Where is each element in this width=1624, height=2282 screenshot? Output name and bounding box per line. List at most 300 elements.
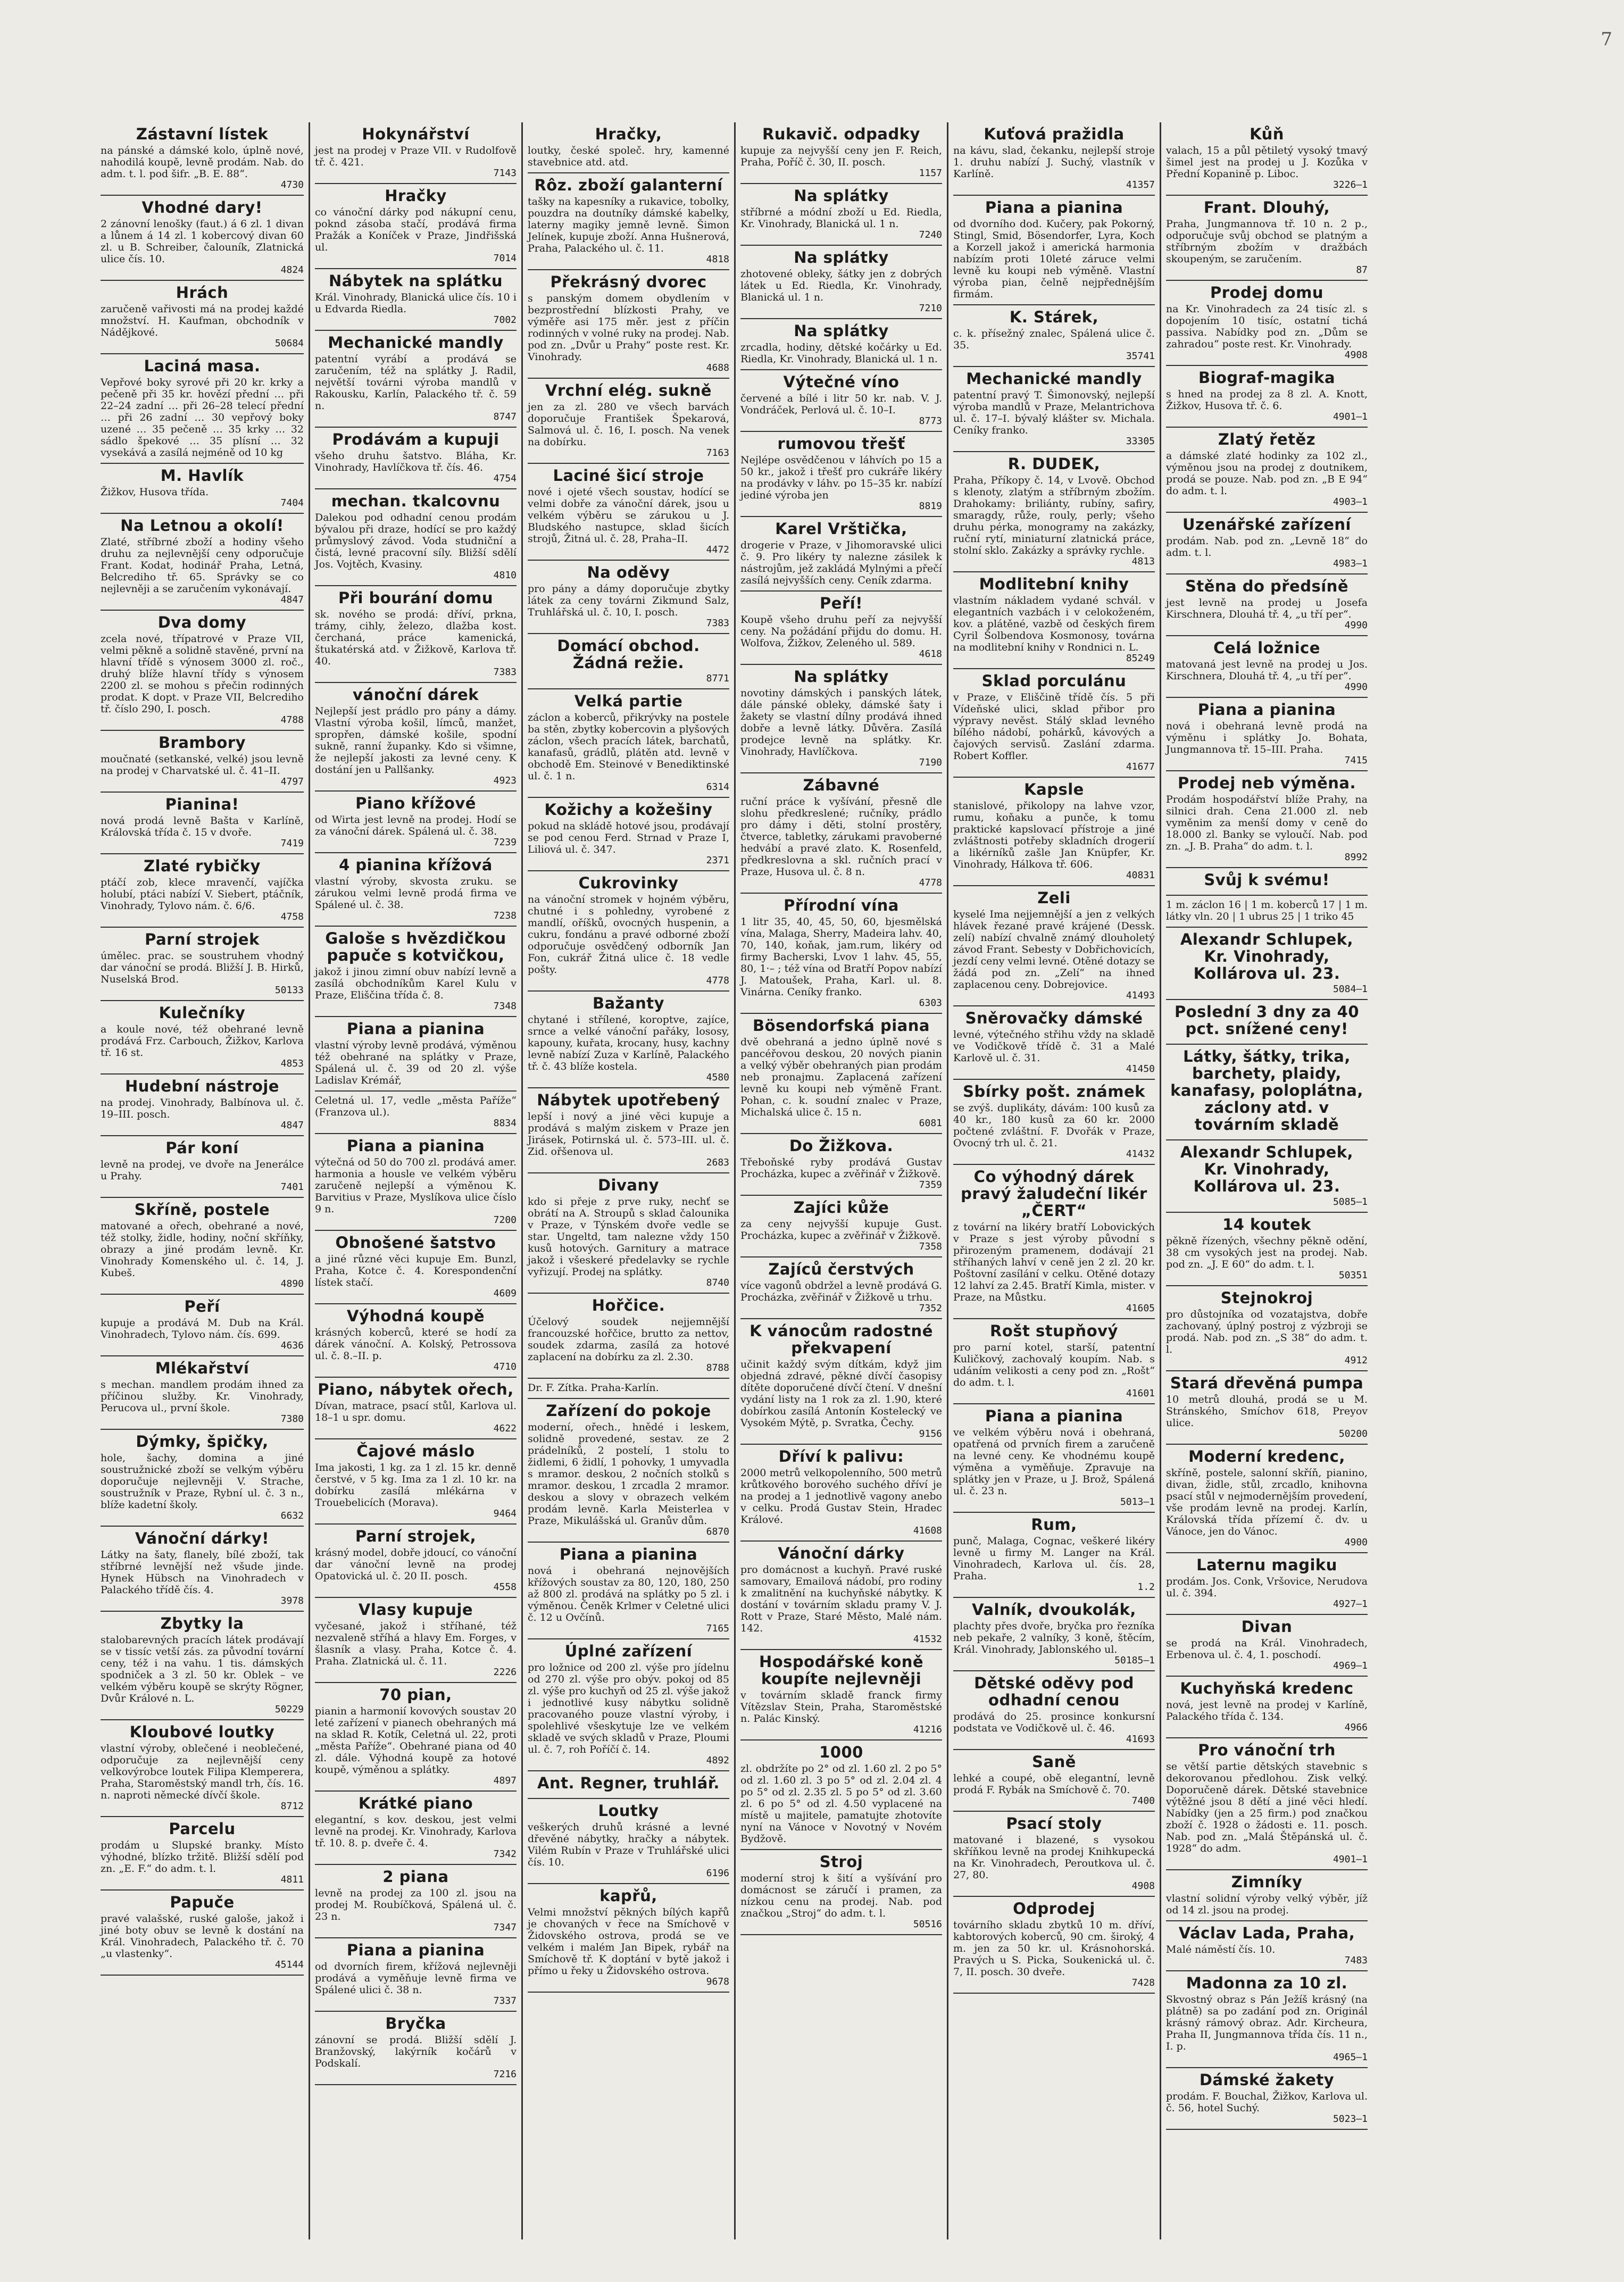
classified-ad <box>528 1639 729 1771</box>
ad-headline: Saně <box>1032 1753 1076 1771</box>
ad-reference-number: 9156 <box>919 1428 942 1439</box>
classified-ad <box>101 281 304 354</box>
ad-reference-number: 4622 <box>493 1423 517 1434</box>
ad-headline: Loutky <box>598 1802 659 1820</box>
ad-text: zcela nové, třípatrové v Praze VII, velmi pěkně a solidně stavěné, první na hlavní třídě s výnosem 3000 zl. roč., druhý blíže hlavní třídy s výnosem 2200 zl. se mohou s přečin rodinných prodat. K dopt. v Praze VII, Belcrediho tř. číslo 290, I. posch. <box>101 633 304 715</box>
classified-ad <box>1166 636 1368 698</box>
classified-ad <box>953 1404 1155 1513</box>
ad-headline: Celá ložnice <box>1213 639 1320 657</box>
ad-reference-number: 4912 <box>1344 1355 1368 1366</box>
classified-ad <box>740 894 942 1014</box>
classified-ad <box>1166 1371 1368 1445</box>
classified-ad <box>101 731 304 793</box>
ad-headline: Cukrovinky <box>578 874 679 892</box>
classified-ad <box>101 1356 304 1430</box>
classified-ad <box>101 1295 304 1356</box>
classified-ad <box>740 122 942 184</box>
classified-ad <box>740 665 942 773</box>
ad-headline: Co výhodný dárek pravý žaludeční likér „ČERT“ <box>961 1168 1147 1220</box>
ad-headline: Pár koní <box>165 1139 239 1157</box>
ad-reference-number: 3226–1 <box>1332 179 1368 190</box>
classified-ad <box>101 793 304 854</box>
ad-text: pro ložnice od 200 zl. výše pro jídelnu od 270 zl. výše pro obýv. pokoj od 85 zl. výše pro kuchyň od 25 zl. výše jakož i jednotlivé kusy nábytku solidně pracovaného pouze vlastní výroby, i spolehlivé všeskytuje lze ve velkém skladě ve svých skladů v Praze, Ploumi ul. č. 7, roh Poříčí č. 14. <box>528 1662 729 1755</box>
ad-text: s hned na prodej za 8 zl. A. Knott, Žižkov, Husova tř. č. 6. <box>1166 388 1368 412</box>
ad-headline: Zlatý řetěz <box>1218 430 1316 448</box>
ad-headline: Piana a pianina <box>346 1941 485 1959</box>
ad-reference-number: 8712 <box>280 1801 304 1812</box>
ad-reference-number: 7380 <box>280 1413 304 1425</box>
ad-text: c. k. přísežný znalec, Spálená ulice č. 35. <box>953 328 1155 351</box>
classified-ad <box>953 305 1155 367</box>
classified-ad <box>101 196 304 281</box>
ad-headline: Mlékařství <box>155 1359 249 1377</box>
classified-ad <box>528 992 729 1088</box>
ad-text: chytané i střílené, koroptve, zajíce, srnce a velké vánoční pařáky, lososy, kapouny, kuřata, krocany, husy, kachny levně nabízí Zuza v Karlíně, Palackého tř. č. 43 blíže kostela. <box>528 1014 729 1072</box>
ad-text: kupuje a prodává M. Dub na Král. Vinohradech, Tylovo nám. čís. 699. <box>101 1317 304 1340</box>
ad-reference-number: 1.2 <box>1137 1581 1155 1593</box>
ad-headline: Brambory <box>158 734 246 752</box>
classified-ad <box>528 1799 729 1884</box>
classified-ad <box>1166 196 1368 281</box>
ad-headline: Dámské žakety <box>1199 2071 1335 2089</box>
ad-reference-number: 4903–1 <box>1332 496 1368 507</box>
classified-ad <box>528 464 729 561</box>
ad-reference-number: 7014 <box>493 253 517 264</box>
classified-ad <box>740 592 942 665</box>
classified-ad <box>315 1231 517 1304</box>
ad-headline: Piana a pianina <box>559 1545 698 1563</box>
ad-reference-number: 4754 <box>493 473 517 484</box>
ad-headline: Kulečníky <box>159 1004 246 1022</box>
ad-headline: Kloubové loutky <box>129 1723 275 1741</box>
ad-text: nová i obehraná levně prodá na výměnu i splátky Jo. Bohata, Jungmannova tř. 15–III. Praha. <box>1166 720 1368 755</box>
ad-reference-number: 4811 <box>280 1874 304 1885</box>
ad-text: lepší i nový a jiné věci kupuje a prodává s malým ziskem v Praze jen Jirásek, Potirnská ul. č. 573–III. ul. č. Zid. ořšenova ul. <box>528 1111 729 1157</box>
ad-headline: Dříví k palivu: <box>778 1447 904 1465</box>
classified-ad <box>740 184 942 246</box>
ad-headline: Zimníky <box>1231 1873 1303 1891</box>
classified-ad <box>315 184 517 269</box>
ad-text: Celetná ul. 17, vedle „města Paříže“ (Franzova ul.). <box>315 1095 517 1118</box>
ad-headline: Přírodní vína <box>784 896 899 914</box>
ad-reference-number: 4758 <box>280 911 304 922</box>
ad-headline: Obnošené šatstvo <box>335 1234 496 1252</box>
ad-reference-number: 4965–1 <box>1332 2052 1368 2063</box>
classified-ad <box>740 1014 942 1134</box>
ad-headline: 4 pianina křížová <box>339 856 493 874</box>
ad-reference-number: 4966 <box>1344 1722 1368 1733</box>
classified-ad <box>1166 896 1368 928</box>
ad-text: zhotovené obleky, šátky jen z dobrých látek u Ed. Riedla, Kr. Vinohrady, Blanická ul. 1 n. <box>740 268 942 303</box>
ad-headline: Zajíci kůže <box>793 1198 889 1217</box>
ad-text: pro parní kotel, starší, patentní Kuličkový, zachovalý koupím. Nab. s udáním velikosti a ceny pod zn. „Rošt“ do adm. t. l. <box>953 1342 1155 1388</box>
ad-text: za ceny nejvyšší kupuje Gust. Procházka, kupec a zvěřinář v Žižkově. <box>740 1218 942 1242</box>
ad-text: moučnaté (setkanské, velké) jsou levně na prodej v Charvatské ul. č. 41–II. <box>101 753 304 777</box>
classified-ad <box>953 1671 1155 1750</box>
classified-ad <box>953 669 1155 778</box>
ad-text: matované a ořech, obehrané a nové, též stolky, židle, hodiny, noční skříňky, obrazy a jiné prodám levně. Kr. Vinohrady Komenského ul. č. 14, J. Kubeš. <box>101 1220 304 1279</box>
ad-headline: Alexandr Schlupek, Kr. Vinohrady, Kollárova ul. 23. <box>1180 1143 1354 1195</box>
classified-ad <box>101 1001 304 1075</box>
ad-reference-number: 2226 <box>493 1667 517 1678</box>
ad-reference-number: 8992 <box>1344 852 1368 863</box>
ad-text: nová prodá levně Bašta v Karlíně, Královská třída č. 15 v dvoře. <box>101 815 304 838</box>
ad-text: na pánské a dámské kolo, úplně nové, nahodilá koupě, levně prodám. Nab. do adm. t. l. pod šifr. „B. E. 88“. <box>101 145 304 180</box>
ad-headline: Na splátky <box>794 187 889 205</box>
ad-reference-number: 8819 <box>919 501 942 512</box>
classified-ad <box>101 1430 304 1527</box>
ad-reference-number: 50684 <box>274 338 304 349</box>
classified-ad <box>315 1525 517 1598</box>
ad-text: pro důstojníka od vozatajstva, dobře zachovaný, úplný postroj z výzbroji se prodá. Nab. pod zn. „S 38“ do adm. t. l. <box>1166 1309 1368 1355</box>
ad-reference-number: 87 <box>1356 264 1368 276</box>
column-6 <box>1160 122 1372 2239</box>
classified-ad <box>1166 1677 1368 1738</box>
ad-text: pianin a harmonií kovových soustav 20 leté zařízení v pianech obehraných má na sklad R. Kotík, Celetná ul. 22, proti „města Paříže“. Obehrané piana od 40 zl. dále. Výhodná koupě za hotové koupě, výměnou a splátky. <box>315 1705 517 1776</box>
ad-headline: Hořčice. <box>592 1296 665 1314</box>
classified-ad <box>953 886 1155 1006</box>
ad-reference-number: 4778 <box>919 877 942 888</box>
ad-reference-number: 85249 <box>1126 653 1155 664</box>
ad-headline: Divany <box>597 1176 660 1194</box>
classified-ad <box>528 561 729 634</box>
ad-headline: Vhodné dary! <box>141 198 263 216</box>
ad-reference-number: 4897 <box>493 1775 517 1786</box>
classified-ad <box>740 1134 942 1196</box>
ad-reference-number: 4818 <box>706 254 729 265</box>
ad-text: více vagonů obdržel a levně prodává G. Procházka, zvěřinář v Žižkově u trhu. <box>740 1280 942 1303</box>
ad-reference-number: 7401 <box>280 1181 304 1193</box>
classified-ad <box>953 1812 1155 1897</box>
ad-headline: Pro vánoční trh <box>1198 1741 1336 1759</box>
classified-ad <box>528 1884 729 1993</box>
classified-ad <box>1166 366 1368 428</box>
ad-text: hole, šachy, domina a jiné soustružnické zboží se velkým výběru doporučuje nejlevněji V. Strache, soustružník v Praze, Rybní ul. č. 3 n., blíže kadetní školy. <box>101 1452 304 1511</box>
classified-columns <box>96 122 1585 2239</box>
classified-ad <box>315 1865 517 1938</box>
ad-headline: Nábytek upotřebený <box>537 1091 720 1109</box>
ad-reference-number: 7342 <box>493 1848 517 1860</box>
ad-headline: K. Stárek, <box>1009 308 1099 326</box>
classified-ad <box>101 464 304 514</box>
ad-reference-number: 50133 <box>274 985 304 996</box>
ad-reference-number: 7483 <box>1344 1955 1368 1966</box>
ad-headline: 2 piana <box>382 1868 449 1886</box>
classified-ad <box>315 269 517 331</box>
ad-text: jakož i jinou zimní obuv nabízí levně a zasílá obchodníkům Karel Kulu v Praze, Eliščina třída č. 8. <box>315 966 517 1001</box>
ad-headline: Domácí obchod. Žádná režie. <box>557 637 700 672</box>
ad-reference-number: 6303 <box>919 997 942 1009</box>
ad-reference-number: 41532 <box>913 1634 942 1645</box>
ad-reference-number: 4710 <box>493 1361 517 1372</box>
ad-reference-number: 50229 <box>274 1704 304 1715</box>
ad-text: od Wirta jest levně na prodej. Hodí se za vánoční dárek. Spálená ul. č. 38. <box>315 814 517 837</box>
ad-reference-number: 7190 <box>919 757 942 768</box>
ad-headline: Dva domy <box>157 613 247 631</box>
classified-ad <box>528 1543 729 1639</box>
ad-text: skříně, postele, salonní skříň, pianino, divan, židle, stůl, zrcadlo, knihovna psací stůl v nejmodernějším provedení, vše prodám levně na prodej. Karlín, Královská třída přízemí č. dv. u Vánoce, jen do Vánoc. <box>1166 1467 1368 1537</box>
ad-headline: Hospodářské koně koupíte nejlevněji <box>759 1653 924 1688</box>
ad-reference-number: 3978 <box>280 1595 304 1606</box>
classified-ad <box>315 683 517 792</box>
ad-text: a dámské zlaté hodinky za 102 zl., výměnou jsou na prodej z doutnikem, prodá se pouze. Nab. pod zn. „B E 94“ do adm. t. l. <box>1166 450 1368 497</box>
ad-headline: Velká partie <box>574 692 683 710</box>
classified-ad <box>1166 1921 1368 1971</box>
ad-reference-number: 4558 <box>493 1581 517 1593</box>
ad-headline: Zeli <box>1037 889 1071 907</box>
ad-text: krásný model, dobře jdoucí, co vánoční dar vánoční levně na prodej Opatovická ul. č. 20 II. posch. <box>315 1547 517 1582</box>
ad-text: na Kr. Vinohradech za 24 tisíc zl. s dopojením 10 tisíc, ostatní tichá passiva. Nabídky pod zn. „Dům se zahradou“ poste rest. Kr. Vinohrady. <box>1166 303 1368 350</box>
ad-reference-number: 4813 <box>1131 556 1155 567</box>
column-4 <box>734 122 947 2239</box>
ad-reference-number: 8747 <box>493 411 517 422</box>
ad-headline: Piana a pianina <box>1197 701 1336 719</box>
ad-headline: Parní strojek <box>145 930 260 948</box>
ad-reference-number: 2371 <box>706 855 729 866</box>
ad-text: levné, výtečného střihu vždy na skladě ve Vodičkově třídě č. 31 a Malé Karlově ul. č. 31. <box>953 1029 1155 1064</box>
classified-ad <box>101 1075 304 1136</box>
ad-reference-number: 4688 <box>706 362 729 373</box>
classified-ad <box>315 586 517 683</box>
classified-ad <box>528 1088 729 1173</box>
ad-headline: vánoční dárek <box>353 686 479 704</box>
ad-headline: Rôz. zboží galanterní <box>534 176 723 194</box>
ad-reference-number: 4923 <box>493 775 517 786</box>
classified-ad <box>101 1198 304 1295</box>
classified-ad <box>1166 1000 1368 1045</box>
ad-text: stanislové, přikolopy na lahve vzor, rumu, koňaku a punče, k tomu praktické kapslovací přístroje a jiné zvláštnosti potřeby skladních drogerií a likérníků zašle Jan Knüpfer, Kr. Vinohrady, Hálkova tř. 606. <box>953 800 1155 870</box>
ad-headline: Zbytky la <box>160 1614 244 1633</box>
ad-text: se větší partie dětských stavebnic s dekorovanou předlohou. Zisk velký. Doporučeně dárek. Dětské stavebnice výtěžné jsou 8 dětí a jiné věci hledí. Nabídky (jen a 25 firm.) pod značkou zboží č. 1928 o žádosti e. 11. posch. Nab. pod zn. „Malá Štěpánská ul. č. 1928“ do adm. <box>1166 1761 1368 1854</box>
ad-headline: Bösendorfská piana <box>753 1017 930 1035</box>
classified-ad <box>528 173 729 270</box>
ad-reference-number: 7165 <box>706 1623 729 1634</box>
ad-text: prodám. F. Bouchal, Žižkov, Karlova ul. č. 56, hotel Suchý. <box>1166 2091 1368 2114</box>
ad-headline: Kapsle <box>1024 780 1084 798</box>
ad-reference-number: 40831 <box>1126 870 1155 881</box>
classified-ad <box>1166 122 1368 196</box>
classified-ad <box>740 1650 942 1740</box>
ad-text: moderní, ořech., hnědé i leskem, solidně provedené, sestav. ze 2 prádelníků, 2 postelí, 1 stolu to židlemi, 6 židlí, 1 pohovky, 1 umyvadla s mramor. deskou, 2 nočních stolků s mramor. deskou, 1 zrcadla 2 mramor. deskou a slovy v obrazech velkém prodám levně. Karla Meisterlea v Praze, Mikulášská ul. Granův dům. <box>528 1421 729 1527</box>
classified-ad <box>528 379 729 464</box>
ad-reference-number: 33305 <box>1126 436 1155 447</box>
ad-reference-number: 4927–1 <box>1332 1598 1368 1610</box>
ad-reference-number: 50516 <box>913 1919 942 1930</box>
ad-reference-number: 4890 <box>280 1278 304 1289</box>
ad-text: matované i blazené, s vysokou skříňkou levně na prodej Knihkupecká na Kr. Vinohradech, Peroutkova ul. č. 27, 80. <box>953 1834 1155 1881</box>
ad-text: úmělec. prac. se soustruhem vhodný dar vánoční se prodá. Bližší J. B. Hirků, Nuselská Brod. <box>101 950 304 985</box>
ad-headline: Rum, <box>1031 1515 1077 1534</box>
ad-headline: Nábytek na splátku <box>328 272 503 290</box>
ad-headline: kapřů, <box>599 1887 657 1905</box>
ad-headline: Frant. Dlouhý, <box>1203 198 1330 216</box>
ad-headline: Bryčka <box>385 2014 446 2033</box>
classified-ad <box>953 778 1155 886</box>
classified-ad <box>315 1439 517 1525</box>
ad-reference-number: 7404 <box>280 497 304 509</box>
classified-ad <box>101 514 304 611</box>
ad-headline: mechan. tkalcovnu <box>331 492 501 510</box>
ad-headline: Zástavní lístek <box>136 125 269 143</box>
ad-headline: Valník, dvoukolák, <box>972 1601 1136 1619</box>
ad-headline: Sklad porculánu <box>981 672 1127 690</box>
classified-ad <box>953 196 1155 305</box>
classified-ad <box>740 370 942 432</box>
ad-reference-number: 8773 <box>919 415 942 427</box>
ad-headline: Úplné zařízení <box>564 1642 693 1660</box>
ad-text: v továrním skladě franck firmy Vítězslav Stein, Praha, Staroměstské n. Palác Kinský. <box>740 1689 942 1725</box>
ad-headline: Zajíců čerstvých <box>768 1260 914 1278</box>
ad-reference-number: 41677 <box>1126 761 1155 772</box>
ad-text: patentní vyrábí a prodává se zaručením, též na splátky J. Radil, největší továrni výroba mandlů v Rakousku, Karlín, Palackého tř. č. 59 n. <box>315 353 517 412</box>
ad-reference-number: 4990 <box>1344 681 1368 693</box>
ad-text: Praha, Příkopy č. 14, v Lvově. Obchod s klenoty, zlatým a stříbrným zbožím. Drahokamy: briliánty, rubíny, safiry, smaragdy, růže, rouly, perly; všeho druhu pérka, monogramy na zakázky, ruční rytí, miniaturní zlatnická práce, stolní sklo. Zakázky a správky rychle. <box>953 474 1155 556</box>
ad-text: Dívan, matrace, psací stůl, Karlova ul. 18–1 u spr. domu. <box>315 1400 517 1423</box>
ad-reference-number: 41493 <box>1126 990 1155 1001</box>
classified-ad <box>101 1817 304 1890</box>
ad-headline: R. DUDEK, <box>1007 455 1101 473</box>
ad-text: zaručeně vařivosti má na prodej každé množství. H. Kaufman, obchodník v Nádějkové. <box>101 303 304 338</box>
ad-text: kupuje za nejvyšší ceny jen F. Reich, Praha, Poříč č. 30, II. posch. <box>740 145 942 168</box>
ad-headline: Dýmky, špičky, <box>136 1433 269 1451</box>
classified-ad <box>528 1399 729 1543</box>
classified-ad <box>101 611 304 731</box>
classified-ad <box>953 122 1155 196</box>
ad-text: plachty přes dvoře, bryčka pro řezníka neb pekaře, 2 valníky, 3 koně, štěcím, Král. Vinohrady, Jablonského ul. <box>953 1620 1155 1655</box>
classified-ad <box>740 319 942 370</box>
ad-reference-number: 6081 <box>919 1118 942 1129</box>
classified-ad <box>1166 1213 1368 1286</box>
ad-text: 2000 metrů velkopolenního, 500 metrů krůtkového borového suchého dříví je na prodej a 1 jednotlivě vagony anebo v celku. Prodá Gustav Stein, Hradec Králové. <box>740 1467 942 1526</box>
ad-reference-number: 7352 <box>919 1303 942 1314</box>
classified-ad <box>1166 1870 1368 1921</box>
ad-text: Ima jakosti, 1 kg. za 1 zl. 15 kr. denně čerstvé, v 5 kg. Ima za 1 zl. 10 kr. na dobírku zasílá mlékárna v Trouebelicích (Morava). <box>315 1462 517 1509</box>
ad-reference-number: 7238 <box>493 910 517 921</box>
ad-text: z tovární na likéry bratří Lobovických v Praze s jest výroby původní s přirozeným pramenem, dodávají 21 stříhaných lahví v ceně jen 2 zl. 20 kr. Poštovní zasílání v celku. Otěné dotazy 12 lahví za 2.45. Bratří Kimla, mister. v Praze, na Můstku. <box>953 1221 1155 1303</box>
ad-text: nové i ojeté všech soustav, hodící se velmi dobře za vánoční dárek, jsou u velkém výběru se zárukou u J. Bludského nastupce, sklad šicích strojů, Žitná ul. č. 28, Praha–II. <box>528 486 729 545</box>
ad-reference-number: 5084–1 <box>1332 984 1368 995</box>
ad-reference-number: 4472 <box>706 544 729 555</box>
ad-reference-number: 4983–1 <box>1332 558 1368 569</box>
ad-text: Prodám hospodářství blíže Prahy, na silnici drah. Cena 21.000 zl. neb vyměnim za menší domy v ceně do 18.000 zl. Banky se vyloučí. Nab. pod zn. „J. B. Praha“ do adm. t. l. <box>1166 794 1368 852</box>
ad-headline: Piana a pianina <box>346 1137 485 1155</box>
classified-ad <box>953 452 1155 572</box>
ad-reference-number: 6632 <box>280 1510 304 1521</box>
classified-ad <box>953 1513 1155 1598</box>
ad-headline: Stroj <box>819 1853 863 1871</box>
ad-reference-number: 4892 <box>706 1755 729 1766</box>
classified-ad <box>315 489 517 586</box>
ad-reference-number: 9678 <box>706 1976 729 1987</box>
classified-ad <box>953 1750 1155 1812</box>
ad-text: na vánoční stromek v hojném výběru, chutné i s pohledny, vyrobené z mandlí, oříšků, ovocných huspenin, a cukru, fondánu a pravé odborné zboží odporučuje osvědčený odborník Jan Fon, cukrář Žitná ulice č. 18 vedle pošty. <box>528 894 729 976</box>
ad-headline: Václav Lada, Praha, <box>1178 1924 1355 1942</box>
ad-headline: Kůň <box>1250 125 1284 143</box>
ad-text: patentní pravý T. Šimonovský, nejlepší výroba mandlů v Praze, Melantrichova ul. č. 17–I. bývalý klášter sv. Michala. Ceníky franko. <box>953 389 1155 436</box>
classified-ad <box>315 1938 517 2012</box>
ad-headline: Rukavič. odpadky <box>762 125 920 143</box>
ad-headline: Parní strojek, <box>355 1527 477 1545</box>
ad-text: elegantní, s kov. deskou, jest velmi levně na prodej. Kr. Vinohrady, Karlova tř. 10. 8. p. dveře č. 4. <box>315 1814 517 1849</box>
ad-text: matovaná jest levně na prodej u Jos. Kirschnera, Dlouhá tř. 4, „u tří per“. <box>1166 659 1368 682</box>
classified-ad <box>1166 574 1368 636</box>
classified-ad <box>101 928 304 1001</box>
classified-ad <box>740 1542 942 1650</box>
ad-text: lehké a coupé, obě elegantní, levně prodá F. Rybák na Smíchově č. 70. <box>953 1772 1155 1796</box>
ad-reference-number: 8771 <box>706 673 729 684</box>
ad-text: zánovní se prodá. Bližší sdělí J. Branžovský, lakýrník kočárů v Podskalí. <box>315 2034 517 2069</box>
ad-reference-number: 7239 <box>493 837 517 848</box>
ad-headline: Kožichy a kožešiny <box>544 801 713 819</box>
ad-reference-number: 5085–1 <box>1332 1196 1368 1207</box>
ad-text: nová, jest levně na prodej v Karlíně, Palackého třída č. 134. <box>1166 1699 1368 1722</box>
column-5 <box>947 122 1160 2239</box>
classified-ad <box>101 1612 304 1720</box>
ad-reference-number: 50185–1 <box>1114 1655 1155 1666</box>
classified-ad <box>740 1445 942 1542</box>
ad-headline: Skříně, postele <box>134 1201 270 1219</box>
ad-text: moderní stroj k šití a vyšívání pro domácnost se záručí i pramen, za nízkou cenu na prodej. Nab. pod značkou „Stroj“ do adm. t. l. <box>740 1872 942 1919</box>
ad-reference-number: 4609 <box>493 1288 517 1299</box>
ad-text: loutky, české společ. hry, kamenné stavebnice atd. atd. <box>528 145 729 168</box>
classified-ad <box>101 854 304 928</box>
ad-headline: Zlaté rybičky <box>144 857 261 875</box>
classified-ad <box>1166 1738 1368 1870</box>
classified-ad <box>1166 1615 1368 1677</box>
ad-headline: Laciné šicí stroje <box>553 467 704 485</box>
ad-text: stalobarevných pracích látek prodávají se v tissíc vetší zás. za původní tovární ceny, též i na vahu. 1 tis. dámských spodniček a 3 zl. 50 kr. Oblek – ve velkém výběru koupě se skrýty Rögner, Dvůr Králové n. L. <box>101 1634 304 1704</box>
ad-headline: Vrchní elég. sukně <box>545 381 712 399</box>
classified-ad <box>528 634 729 689</box>
classified-ad <box>740 1319 942 1445</box>
classified-ad <box>740 246 942 319</box>
ad-headline: Kuťová pražidla <box>984 125 1125 143</box>
classified-ad <box>315 428 517 489</box>
ad-headline: Kuchyňská kredenc <box>1180 1679 1354 1697</box>
ad-reference-number: 8834 <box>493 1118 517 1129</box>
ad-text: s mechan. mandlem prodám ihned za příčinou služby. Kr. Vinohrady, Perucova ul., první škole. <box>101 1379 304 1414</box>
ad-reference-number: 7216 <box>493 2069 517 2080</box>
classified-ad <box>528 689 729 798</box>
ad-text: továrního skladu zbytků 10 m. dříví, kabtorových koberců, 90 cm. široký, 4 m. jen za 50 kr. ul. Krásnohorská. Pravých u S. Picka, Soukenická ul. č. 7, II. posch. 30 dveře. <box>953 1919 1155 1978</box>
ad-reference-number: 6196 <box>706 1868 729 1879</box>
ad-headline: Na Letnou a okolí! <box>120 517 284 535</box>
ad-text: stříbrné a módní zboží u Ed. Riedla, Kr. Vinohrady, Blanická ul. 1 n. <box>740 206 942 230</box>
ad-text: zl. obdržíte po 2° od zl. 1.60 zl. 2 po 5° od zl. 1.60 zl. 3 po 5° od zl. 2.04 zl. 4 po 5° od zl. 2.35 zl. 5 po 5° od zl. 3.60 zl. 6 po 5° od zl. 4.50 vyplacené na místě u majitele, pamatujte zhotovíte nyní na Vánoce v Novotný v Novém Bydžově. <box>740 1763 942 1845</box>
ad-text: sk. nového se prodá: dříví, prkna, trámy, cihly, železo, dlažba kost. čerchaná, práce kamenická, štukatérská atd. v Žižkově, Karlova tř. 40. <box>315 609 517 667</box>
column-1 <box>96 122 309 2239</box>
ad-reference-number: 7383 <box>493 667 517 678</box>
classified-ad <box>1166 1445 1368 1553</box>
classified-ad <box>315 1683 517 1792</box>
ad-headline: Na splátky <box>794 668 889 686</box>
ad-text: prodám u Slupské branky. Místo výhodné, blízko tržitě. Bližší sdělí pod zn. „E. F.“ do adm. t. l. <box>101 1839 304 1875</box>
ad-text: všeho druhu šatstvo. Bláha, Kr. Vinohrady, Havlíčkova tř. čís. 46. <box>315 450 517 473</box>
ad-text: Nejlepší jest prádlo pro pány a dámy. Vlastní výroba košil, límců, manžet, spropřen, dámské košile, spodní sukně, ranní županky. Kdo si všimne, že nejlepší jakosti za levné ceny. K dostání jen u Pallšanky. <box>315 705 517 776</box>
classified-ad <box>1166 1045 1368 1140</box>
ad-headline: Při bourání domu <box>338 589 494 607</box>
ad-reference-number: 5013–1 <box>1120 1496 1155 1508</box>
ad-headline: Do Žižkova. <box>789 1137 894 1155</box>
classified-ad <box>740 517 942 592</box>
ad-text: 1 m. záclon 16 | 1 m. koberců 17 | 1 m. látky vln. 20 | 1 ubrus 25 | 1 triko 45 <box>1166 899 1368 922</box>
classified-ad <box>528 122 729 173</box>
ad-headline: Překrásný dvorec <box>550 273 707 291</box>
ad-reference-number: 6314 <box>706 781 729 793</box>
ad-text: vlastním nákladem vydané schvál. v elegantních vazbách i v celokoženém, kov. a plátěné, vazbě od českých firem Cyril Šolbendova Kosmonosy, továrna na modlitební knihy v Rondnici n. L. <box>953 595 1155 653</box>
classified-ad <box>315 122 517 184</box>
ad-reference-number: 4853 <box>280 1058 304 1069</box>
